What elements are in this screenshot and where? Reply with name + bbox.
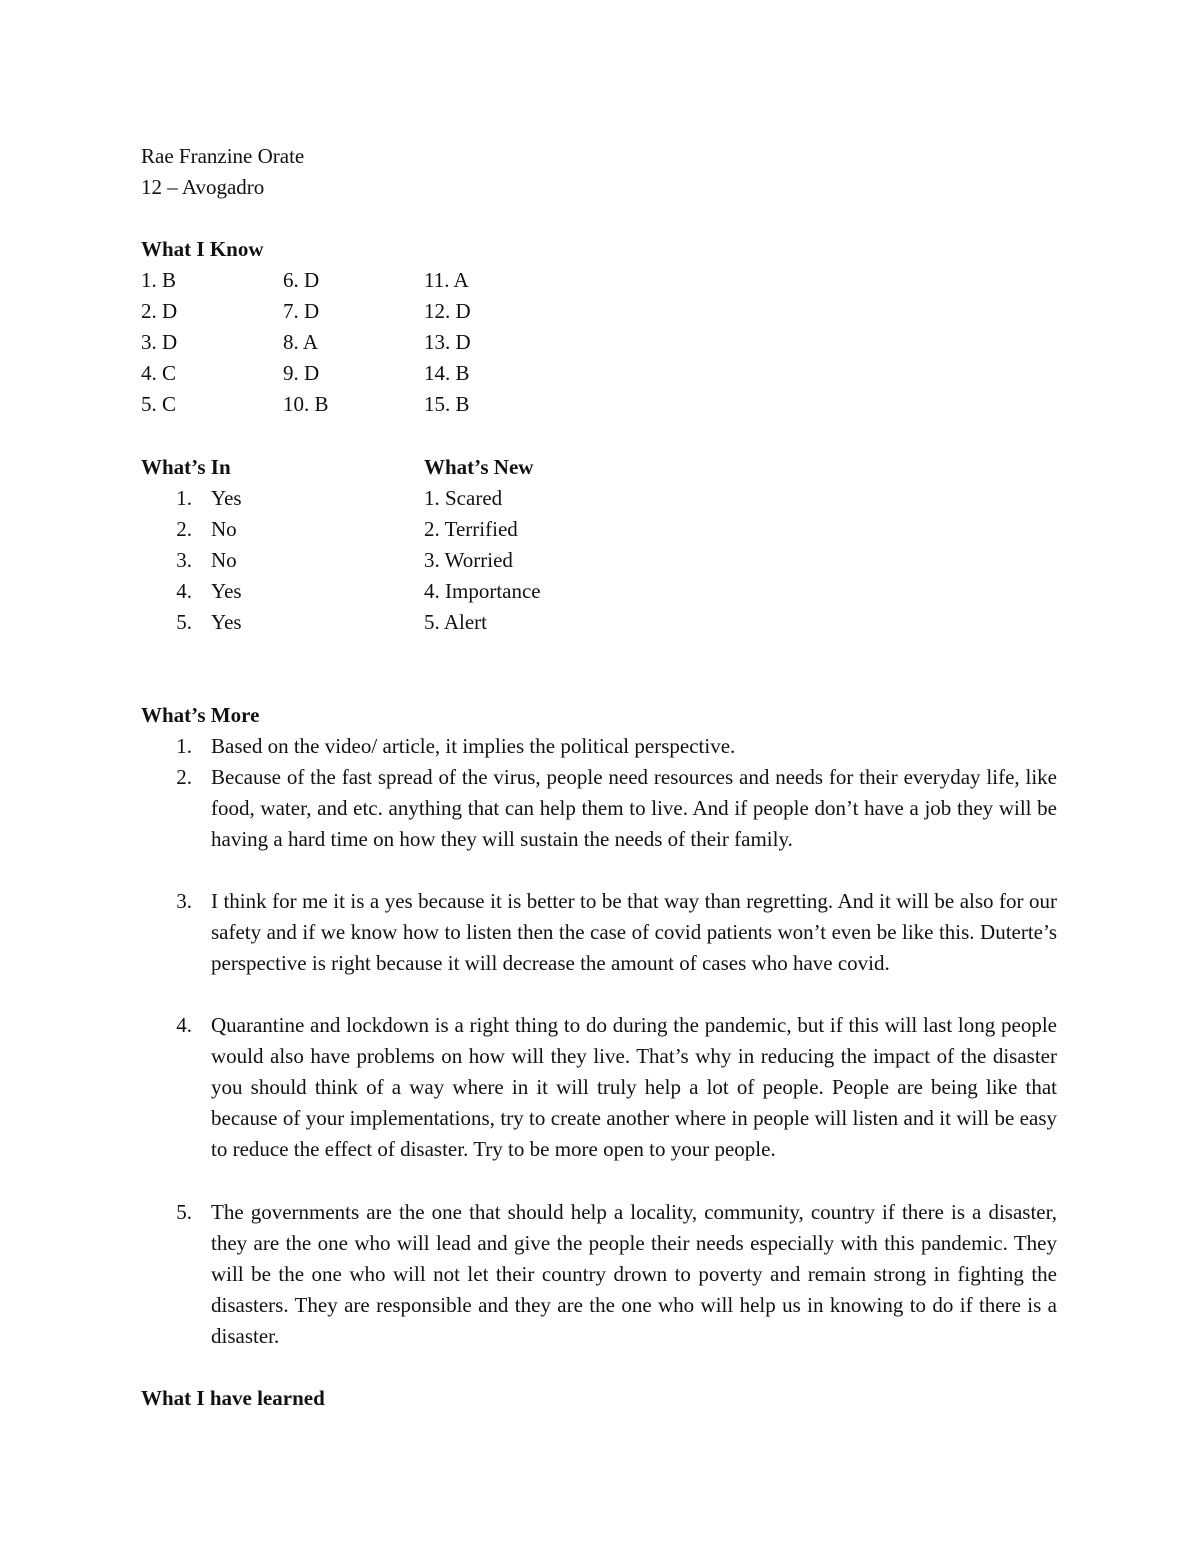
whats-more-item: I think for me it is a yes because it is better to be that way than regretting. And it will be also for our safety and if we know how to listen then the case of covid patients won’t even be like this. Duterte’s perspective is right because it will decrease the amount of cases who have covid.: [211, 889, 1057, 975]
whats-new-heading: What’s New: [424, 455, 534, 479]
what-i-know-heading: What I Know: [141, 237, 264, 261]
whats-new-item: 1. Scared: [424, 486, 503, 510]
student-name: Rae Franzine Orate: [141, 144, 305, 168]
wik-answer: 10. B: [283, 392, 329, 416]
list-number: 5.: [176, 610, 192, 634]
whats-more-heading: What’s More: [141, 703, 260, 727]
whats-in-answer: Yes: [211, 579, 242, 603]
wik-answer: 12. D: [424, 299, 471, 323]
whats-new-item: 2. Terrified: [424, 517, 518, 541]
wik-answer: 2. D: [141, 299, 178, 323]
whats-in-answer: Yes: [211, 486, 242, 510]
list-number: 3.: [176, 889, 192, 913]
list-number: 3.: [176, 548, 192, 572]
whats-more-item: The governments are the one that should help a locality, community, country if there is a disaster, they are the one who will lead and give the people their needs especially with this pandemic. They will be the one who will not let their country drown to poverty and remain strong in fighting the disasters. They are responsible and they are the one who will help us in knowing to do if there is a disaster.: [211, 1200, 1057, 1348]
whats-more-item: Because of the fast spread of the virus, people need resources and needs for their everyday life, like food, water, and etc. anything that can help them to live. And if people don’t have a job they will be having a hard time on how they will sustain the needs of their family.: [211, 765, 1057, 851]
whats-in-answer: No: [211, 548, 237, 572]
wik-answer: 15. B: [424, 392, 470, 416]
list-number: 4.: [176, 1013, 192, 1037]
wik-answer: 8. A: [283, 330, 319, 354]
wik-answer: 1. B: [141, 268, 177, 292]
list-number: 2.: [176, 765, 192, 789]
list-number: 5.: [176, 1200, 192, 1224]
wik-answer: 7. D: [283, 299, 320, 323]
wik-answer: 6. D: [283, 268, 320, 292]
whats-more-item: Based on the video/ article, it implies the political perspective.: [211, 734, 736, 758]
whats-more-item: Quarantine and lockdown is a right thing to do during the pandemic, but if this will last long people would also have problems on how will they live. That’s why in reducing the impact of the disaster you should think of a way where in it will truly help a lot of people. People are being like that because of your implementations, try to create another where in people will listen and it will be easy to reduce the effect of disaster. Try to be more open to your people.: [211, 1013, 1057, 1161]
what-i-have-learned-heading: What I have learned: [141, 1386, 325, 1410]
wik-answer: 14. B: [424, 361, 470, 385]
whats-new-item: 5. Alert: [424, 610, 487, 634]
wik-answer: 11. A: [424, 268, 469, 292]
wik-answer: 4. C: [141, 361, 177, 385]
list-number: 1.: [176, 486, 192, 510]
wik-answer: 9. D: [283, 361, 320, 385]
whats-in-heading: What’s In: [141, 455, 231, 479]
whats-new-item: 4. Importance: [424, 579, 541, 603]
whats-new-item: 3. Worried: [424, 548, 513, 572]
list-number: 2.: [176, 517, 192, 541]
whats-in-answer: No: [211, 517, 237, 541]
wik-answer: 5. C: [141, 392, 177, 416]
whats-in-answer: Yes: [211, 610, 242, 634]
list-number: 1.: [176, 734, 192, 758]
student-section: 12 – Avogadro: [141, 175, 265, 199]
list-number: 4.: [176, 579, 192, 603]
wik-answer: 3. D: [141, 330, 178, 354]
wik-answer: 13. D: [424, 330, 471, 354]
